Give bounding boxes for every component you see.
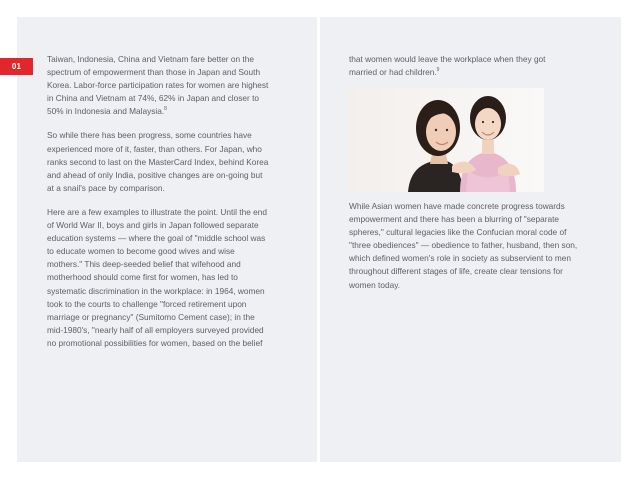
left-page [11, 17, 317, 462]
right-column-text [349, 200, 579, 303]
left-column-text [47, 53, 269, 361]
paragraph-text: that women would leave the workplace when they got married or had children. [349, 54, 546, 78]
paragraph: While Asian women have made concrete progress towards empowerment and there has been a blurring of "separate spheres," cultural legacies like the Confucian moral code of "three obediences" — obedience to father, husband, then son, which defined women's role in society as subservient to men throughout different stages of life, create clear tensions for women today. [349, 201, 578, 290]
paragraph [349, 53, 559, 79]
page-number-tab: 01 [0, 58, 33, 75]
right-column-continuation [349, 53, 559, 90]
right-page [320, 17, 621, 462]
footnote-marker: 8 [164, 106, 167, 113]
document-spread [11, 17, 621, 462]
photo-illustration [348, 88, 544, 192]
paragraph: So while there has been progress, some countries have experienced more of it, faster, than others. For Japan, who ranks second to last on the MasterCard Index, behind Korea and ahead of only India, positive changes are on-going but at a snail's pace by comparison. [47, 130, 269, 193]
footnote-marker: 9 [436, 67, 440, 74]
paragraph: Here are a few examples to illustrate the point. Until the end of World War II, boys and girls in Japan followed separate education systems — where the goal of "middle school was to educate women to become good wives and wise mothers." This deep-seeded belief that wifehood and motherhood should come first for women, has led to systematic discrimination in the workplace: in 1964, women took to the courts to challenge "forced retirement upon marriage or pregnancy" (Sumitomo Cement case); in the mid-1980's, "nearly half of all employers surveyed provided no promotional possibilities for women, based on the belief [47, 206, 267, 348]
paragraph-text: Taiwan, Indonesia, China and Vietnam fare better on the spectrum of empowerment than those in Japan and South Korea. Labor-force participation rates for women are highest in China and Vietnam at 74%, 62% in Japan and closer to 50% in Indonesia and Malaysia. [47, 54, 269, 117]
paragraph [47, 53, 269, 118]
mother-daughter-photo [348, 88, 544, 192]
